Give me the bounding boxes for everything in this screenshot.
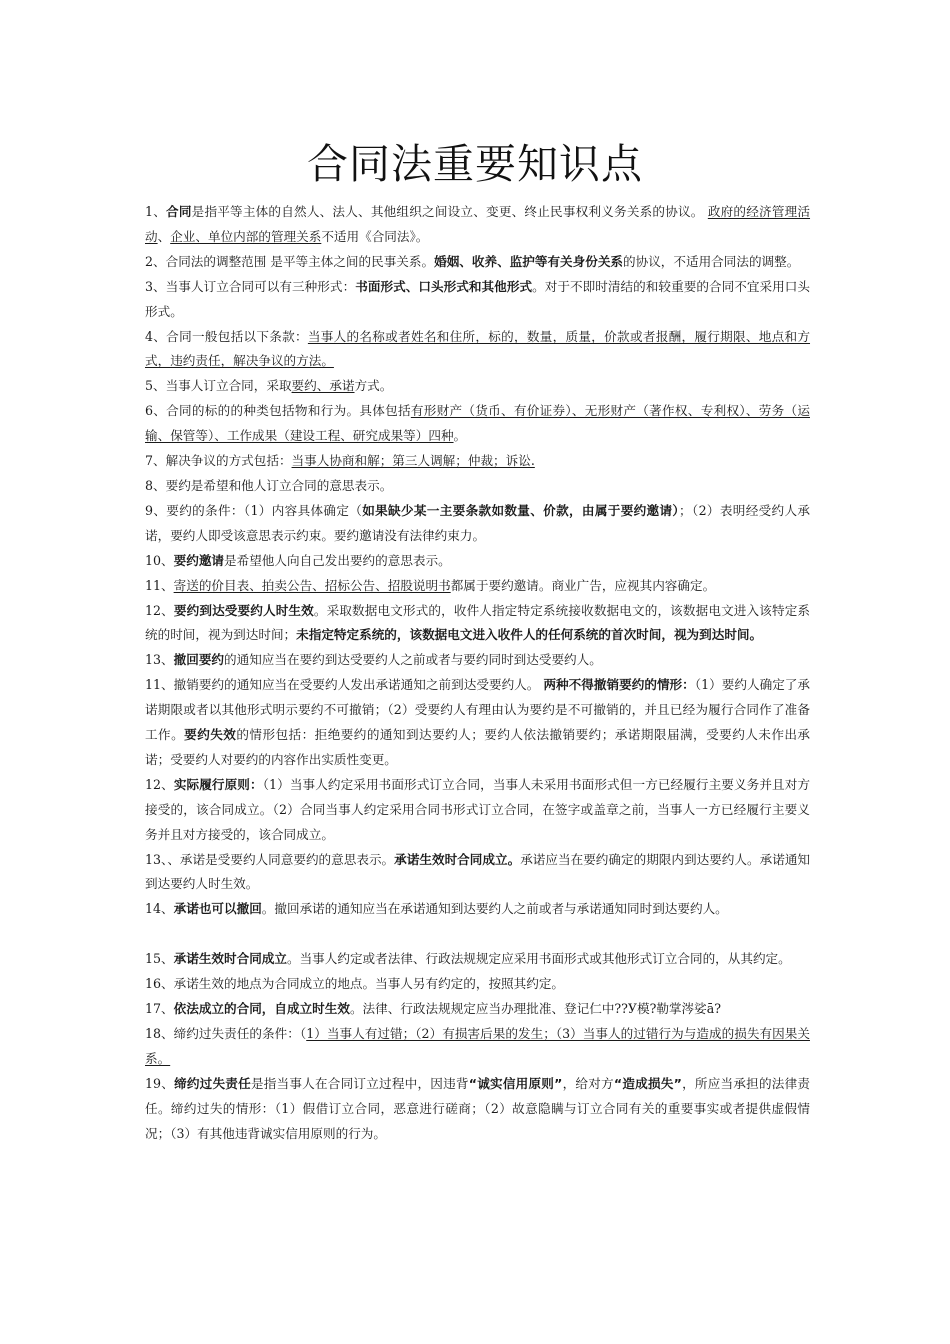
bold-text: 撤回要约	[173, 652, 224, 668]
text-run: 15、	[145, 951, 174, 967]
underlined-text: 企业、单位内部的管理关系	[170, 228, 322, 244]
bold-text: 实际履行原则：	[173, 776, 263, 792]
text-run: 都属于要约邀请。商业广告，应视其内容确定。	[450, 577, 716, 593]
text-run: 。采取数据电文形式的，收件人指定特定系统接收数据电文的，该数据电文进入该特定系统的时间，视为到达时间；	[145, 602, 811, 643]
paragraph	[145, 997, 810, 1022]
text-run: 的通知应当在要约到达受要约人之前或者与要约同时到达受要约人。	[224, 652, 602, 668]
text-run: 的情形包括：拒绝要约的通知到达要约人；要约人依法撤销要约；承诺期限届满，受要约人未作出承诺；受要约人对要约的内容作出实质性变更。	[145, 727, 811, 767]
text-run: 11、	[145, 577, 174, 593]
text-run: ；（2）表明经受约人承诺，要约人即受该意思表示约束。要约邀请没有法律约束力。	[145, 502, 810, 543]
document-title: 合同法重要知识点	[307, 140, 643, 188]
text-run: ，给对方	[562, 1075, 614, 1091]
text-run: 不适用《合同法》。	[321, 228, 429, 244]
text-run: 8、要约是希望和他人订立合同的意思表示。	[145, 477, 393, 493]
bold-text: 未指定特定系统的，该数据电文进入收件人的任何系统的首次时间，视为到达时间。	[296, 627, 763, 643]
paragraph	[145, 897, 810, 922]
underlined-text: 1）当事人有过错；（2）有损害后果的发生；（3）当事人的过错行为与造成的损失有因果关系。	[145, 1025, 810, 1066]
bold-text: 如果缺少某一主要条款如数量、价款，由属于要约邀请）	[362, 502, 680, 518]
bold-text: “造成损失”	[613, 1075, 682, 1091]
paragraph	[145, 549, 810, 574]
underlined-text: 寄送的价目表、拍卖公告、招标公告、招股说明书	[173, 577, 451, 593]
text-run: 方式。	[354, 378, 393, 394]
bold-text: 要约到达受要约人时生效	[173, 602, 314, 618]
text-run: 是指当事人在合同订立过程中，因违背	[250, 1075, 469, 1091]
bold-text: 合同	[166, 204, 192, 219]
paragraph	[145, 399, 810, 449]
text-run: （1）当事人约定采用书面形式订立合同，当事人未采用书面形式但一方已经履行主要义务并且对方接受的，该合同成立。（2）合同当事人约定采用合同书形式订立合同，在签字或盖章之前，当事人一方已经履行主要义务并且对方接受的，该合同成立。	[145, 776, 810, 842]
text-run: 10、	[145, 552, 174, 568]
paragraph	[145, 275, 810, 325]
bold-text: 承诺生效时合同成立。	[394, 851, 521, 867]
paragraph	[145, 1022, 810, 1072]
text-run: 1、	[145, 204, 167, 219]
text-run: 4、合同一般包括以下条款：	[145, 328, 308, 344]
text-run: 7、解决争议的方式包括：	[145, 453, 292, 469]
underlined-text: 当事人协商和解；第三人调解；仲裁；诉讼.	[291, 453, 535, 469]
paragraph	[145, 773, 810, 848]
paragraph	[145, 1072, 810, 1147]
paragraph	[145, 374, 810, 399]
text-run: 。对于不即时清结的和较重要的合同不宜采用口头形式。	[145, 278, 811, 319]
bold-text: “诚实信用原则”	[468, 1075, 563, 1091]
bold-text: 婚姻、收养、监护等有关身份关系	[434, 253, 623, 269]
paragraph	[145, 848, 810, 898]
text-run: 、	[157, 228, 171, 244]
text-run: 。法律、行政法规规定应当办理批准、登记仁中??У模?勒掌涔娑ā?	[349, 1000, 721, 1016]
underlined-text: 要约、承诺	[291, 378, 355, 394]
paragraph	[145, 648, 810, 673]
text-run: 19、	[145, 1075, 175, 1091]
text-run: 6、合同的标的的种类包括物和行为。具体包括	[145, 403, 411, 419]
paragraph	[145, 250, 810, 275]
paragraph	[145, 574, 810, 599]
bold-text: 书面形式、口头形式和其他形式	[355, 278, 533, 294]
text-run: （1）要约人确定了承诺期限或者以其他形式明示要约不可撤销；（2）受要约人有理由认为要约是不可撤销的，并且已经为履行合同作了准备工作。	[145, 677, 811, 743]
text-run: 。	[453, 428, 467, 444]
paragraph	[145, 972, 810, 997]
text-run: 13、、承诺是受要约人同意要约的意思表示。	[145, 851, 395, 867]
text-run: 3、当事人订立合同可以有三种形式：	[145, 278, 356, 294]
text-run: 的协议，不适用合同法的调整。	[623, 253, 800, 269]
text-run: 9、要约的条件：（1）内容具体确定（	[145, 502, 363, 518]
text-run: 是希望他人向自己发出要约的意思表示。	[224, 552, 451, 568]
text-run: 12、	[145, 602, 174, 618]
paragraph	[145, 449, 810, 474]
paragraph	[145, 200, 810, 250]
text-run: 14、	[145, 901, 174, 917]
bold-text: 缔约过失责任	[174, 1075, 251, 1091]
paragraph	[145, 947, 810, 972]
text-run: 5、当事人订立合同，采取	[145, 378, 292, 394]
text-run: 2、合同法的调整范围 是平等主体之间的民事关系。	[145, 253, 435, 269]
text-run: 承诺应当在要约确定的期限内到达要约人。承诺通知到达要约人时生效。	[145, 851, 811, 892]
paragraph	[145, 499, 810, 549]
paragraph	[145, 599, 810, 649]
text-run: ，所应当承担的法律责任。缔约过失的情形：（1）假借订立合同，恶意进行磋商；（2）故意隐瞒与订立合同有关的重要事实或者提供虚假情况；（3）有其他违背诚实信用原则的行为。	[145, 1075, 811, 1141]
text-run: 。当事人约定或者法律、行政法规规定应采用书面形式或其他形式订立合同的，从其约定。	[286, 951, 791, 967]
text-run: 是指平等主体的自然人、法人、其他组织之间设立、变更、终止民事权利义务关系的协议。	[191, 204, 708, 219]
bold-text: 要约邀请	[173, 552, 224, 568]
text-run: 16、承诺生效的地点为合同成立的地点。当事人另有约定的，按照其约定。	[145, 976, 565, 992]
text-run: 13、	[145, 652, 174, 668]
underlined-text: 政府的经济管理活动	[145, 204, 811, 244]
text-run: 。撤回承诺的通知应当在承诺通知到达要约人之前或者与承诺通知同时到达要约人。	[261, 901, 728, 917]
paragraph	[145, 325, 810, 375]
text-run: 18、缔约过失责任的条件：（	[145, 1025, 307, 1041]
underlined-text: 有形财产（货币、有价证券）、无形财产（著作权、专利权）、劳务（运输、保管等）、工作成果（建设工程、研究成果等）四种	[145, 403, 810, 444]
bold-text: 两种不得撤销要约的情形：	[543, 677, 695, 693]
paragraph	[145, 673, 810, 773]
bold-text: 承诺也可以撤回	[173, 901, 262, 917]
bold-text: 要约失效	[184, 727, 237, 743]
text-run: 11、撤销要约的通知应当在受要约人发出承诺通知之前到达受要约人。	[145, 677, 544, 693]
blank-line	[145, 922, 810, 947]
paragraph	[145, 474, 810, 499]
text-run: 17、	[145, 1000, 174, 1016]
text-run: 12、	[145, 776, 174, 792]
bold-text: 依法成立的合同，自成立时生效	[173, 1000, 350, 1016]
bold-text: 承诺生效时合同成立	[173, 951, 287, 967]
document-body	[145, 200, 810, 1146]
underlined-text: 当事人的名称或者姓名和住所，标的，数量，质量，价款或者报酬，履行期限、地点和方式，违约责任，解决争议的方法。	[145, 328, 811, 369]
